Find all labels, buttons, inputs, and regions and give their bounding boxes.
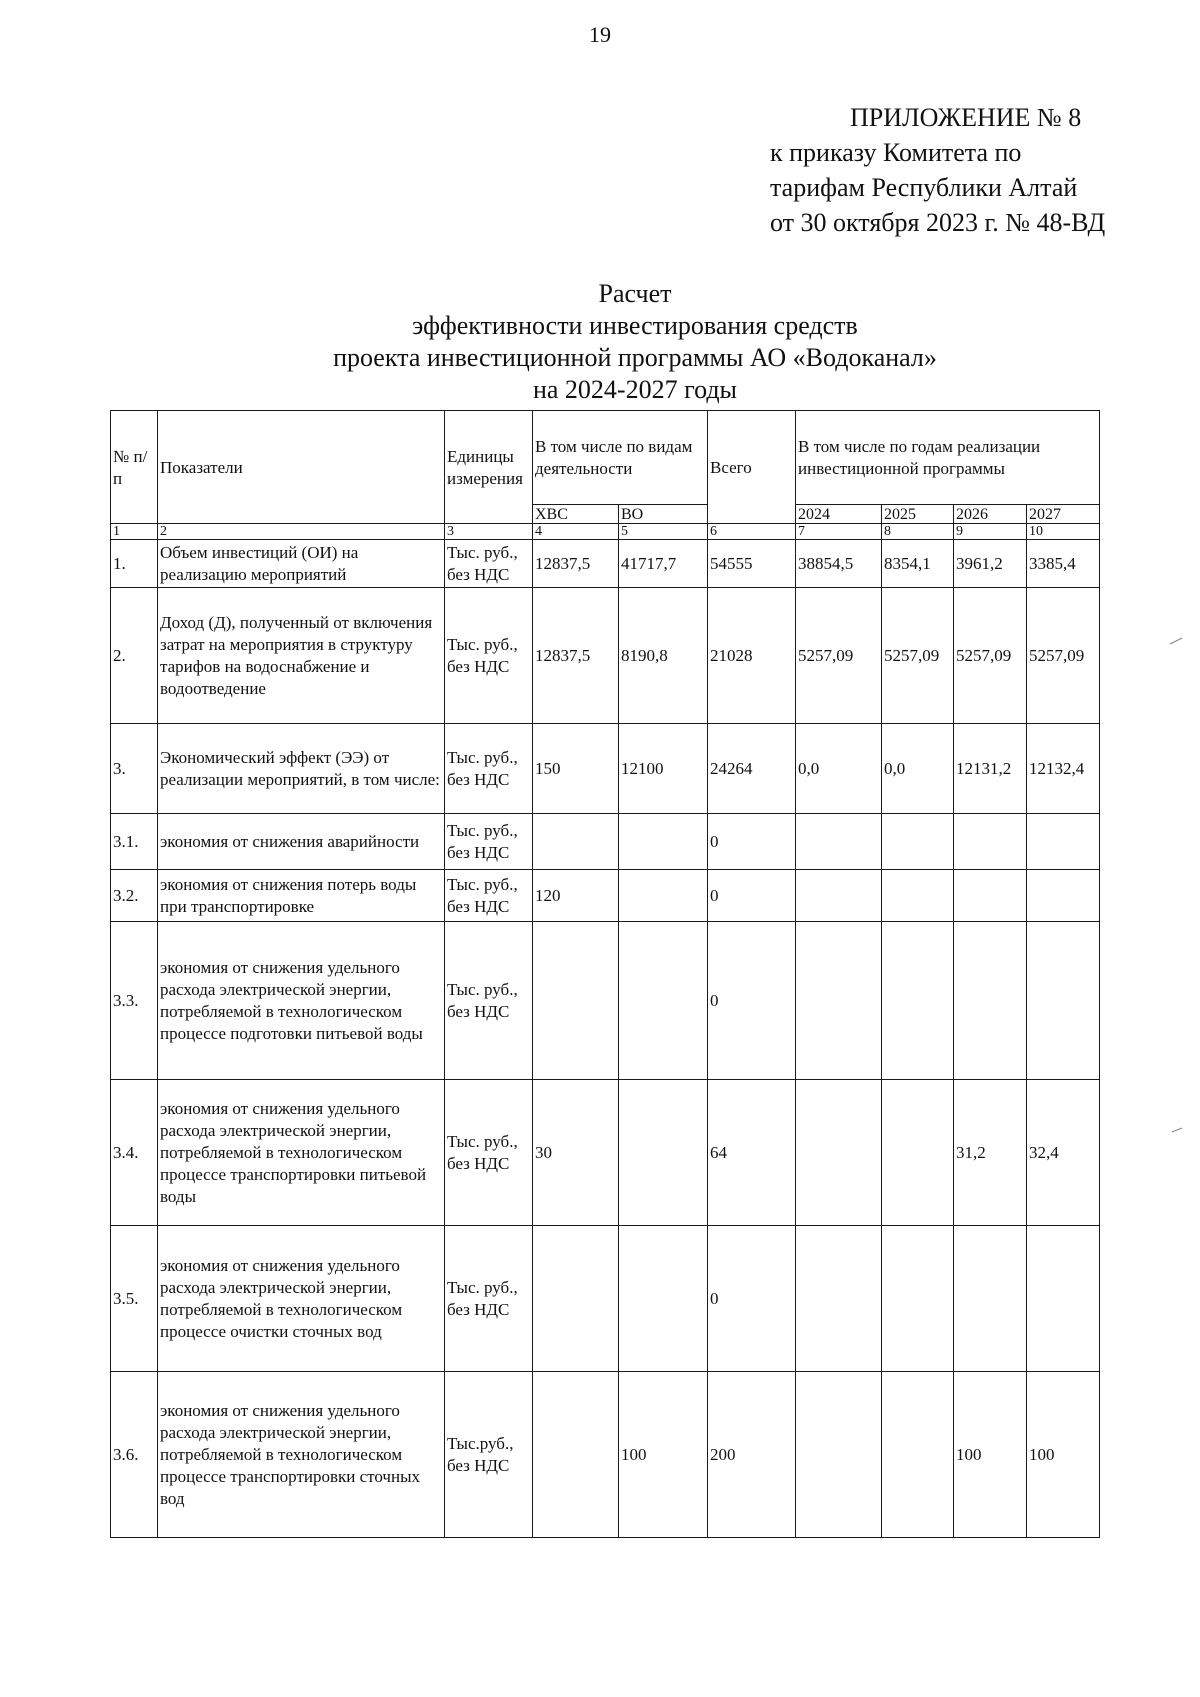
document-title [0,278,1200,406]
cell-name: экономия от снижения удельного расхода электрической энергии, потребляемой в технологическом процессе транспортировки питьевой воды [158,1080,445,1226]
cell-total: 0 [708,814,796,870]
cell-hvs: 30 [533,1080,619,1226]
cell-hvs: 150 [533,724,619,814]
cell-hvs [533,1372,619,1538]
header-units: Единицы измерения [445,411,533,524]
header-total: Всего [708,411,796,524]
cell-y2026 [954,814,1027,870]
cell-y2025: 5257,09 [882,588,954,724]
column-number: 2 [158,524,445,540]
cell-num: 1. [111,540,158,588]
cell-name: экономия от снижения удельного расхода электрической энергии, потребляемой в технологическом процессе очистки сточных вод [158,1226,445,1372]
cell-total: 0 [708,870,796,922]
cell-unit: Тыс. руб., без НДС [445,814,533,870]
cell-unit: Тыс. руб., без НДС [445,540,533,588]
margin-mark [1168,630,1188,650]
header-by-activity: В том числе по видам деятельности [533,411,708,505]
header-vo: ВО [619,505,708,524]
cell-total: 0 [708,922,796,1080]
appendix-header [770,100,1105,240]
appendix-title: ПРИЛОЖЕНИЕ № 8 [850,103,1082,132]
cell-unit: Тыс. руб., без НДС [445,724,533,814]
column-number: 6 [708,524,796,540]
cell-vo [619,1226,708,1372]
cell-total: 24264 [708,724,796,814]
cell-num: 3.5. [111,1226,158,1372]
cell-unit: Тыс. руб., без НДС [445,870,533,922]
cell-unit: Тыс.руб., без НДС [445,1372,533,1538]
cell-y2025: 8354,1 [882,540,954,588]
column-number: 7 [796,524,882,540]
cell-y2027 [1027,1226,1100,1372]
cell-total: 0 [708,1226,796,1372]
cell-num: 3.3. [111,922,158,1080]
cell-num: 3.6. [111,1372,158,1538]
page-number: 19 [589,22,611,47]
cell-y2025 [882,1372,954,1538]
cell-y2027: 5257,09 [1027,588,1100,724]
header-num: № п/п [111,411,158,524]
cell-y2025 [882,1080,954,1226]
column-number: 3 [445,524,533,540]
header-2026: 2026 [954,505,1027,524]
cell-name: экономия от снижения удельного расхода электрической энергии, потребляемой в технологическом процессе транспортировки сточных вод [158,1372,445,1538]
appendix-line-date: от 30 октября 2023 г. № 48-ВД [770,208,1106,237]
cell-y2025 [882,870,954,922]
cell-total: 200 [708,1372,796,1538]
title-line-1: Расчет [598,279,672,308]
header-hvs: ХВС [533,505,619,524]
cell-unit: Тыс. руб., без НДС [445,922,533,1080]
cell-name: экономия от снижения удельного расхода электрической энергии, потребляемой в технологическом процессе подготовки питьевой воды [158,922,445,1080]
cell-num: 3. [111,724,158,814]
cell-y2024 [796,814,882,870]
header-2027: 2027 [1027,505,1100,524]
header-2024: 2024 [796,505,882,524]
column-number: 1 [111,524,158,540]
cell-y2024: 38854,5 [796,540,882,588]
cell-unit: Тыс. руб., без НДС [445,1226,533,1372]
cell-num: 3.1. [111,814,158,870]
cell-name: экономия от снижения аварийности [158,814,445,870]
cell-y2027: 32,4 [1027,1080,1100,1226]
cell-y2027 [1027,922,1100,1080]
cell-y2025: 0,0 [882,724,954,814]
cell-total: 64 [708,1080,796,1226]
table-row [111,1226,1100,1372]
cell-y2026: 12131,2 [954,724,1027,814]
cell-y2025 [882,922,954,1080]
table-row [111,588,1100,724]
cell-y2026 [954,1226,1027,1372]
cell-name: Доход (Д), полученный от включения затрат на мероприятия в структуру тарифов на водоснабжение и водоотведение [158,588,445,724]
table-row [111,814,1100,870]
table-row [111,724,1100,814]
header-indicators: Показатели [158,411,445,524]
cell-vo [619,814,708,870]
title-line-3: проекта инвестиционной программы АО «Водоканал» [333,343,937,372]
cell-y2026 [954,870,1027,922]
table-row [111,870,1100,922]
table-row [111,1372,1100,1538]
cell-vo: 8190,8 [619,588,708,724]
cell-y2025 [882,1226,954,1372]
cell-total: 54555 [708,540,796,588]
margin-mark [1170,1120,1190,1140]
cell-y2024: 0,0 [796,724,882,814]
column-number: 9 [954,524,1027,540]
cell-y2026: 100 [954,1372,1027,1538]
cell-y2027 [1027,870,1100,922]
cell-name: Объем инвестиций (ОИ) на реализацию мероприятий [158,540,445,588]
cell-y2027: 100 [1027,1372,1100,1538]
cell-vo: 100 [619,1372,708,1538]
cell-y2026: 31,2 [954,1080,1027,1226]
table-row [111,540,1100,588]
cell-hvs: 120 [533,870,619,922]
column-number: 8 [882,524,954,540]
cell-unit: Тыс. руб., без НДС [445,588,533,724]
header-2025: 2025 [882,505,954,524]
cell-y2027: 12132,4 [1027,724,1100,814]
table-row [111,922,1100,1080]
cell-vo: 12100 [619,724,708,814]
table-row [111,1080,1100,1226]
cell-num: 2. [111,588,158,724]
cell-y2024 [796,1372,882,1538]
cell-y2024 [796,1080,882,1226]
cell-num: 3.4. [111,1080,158,1226]
cell-num: 3.2. [111,870,158,922]
cell-y2025 [882,814,954,870]
cell-y2027 [1027,814,1100,870]
cell-hvs [533,1226,619,1372]
appendix-line-committee: тарифам Республики Алтай [770,173,1078,202]
column-number: 4 [533,524,619,540]
cell-y2026: 5257,09 [954,588,1027,724]
column-number: 5 [619,524,708,540]
cell-hvs: 12837,5 [533,540,619,588]
cell-y2024: 5257,09 [796,588,882,724]
efficiency-table [110,410,1100,1538]
column-number: 10 [1027,524,1100,540]
cell-y2026: 3961,2 [954,540,1027,588]
cell-unit: Тыс. руб., без НДС [445,1080,533,1226]
title-line-2: эффективности инвестирования средств [412,311,858,340]
cell-vo [619,870,708,922]
cell-hvs: 12837,5 [533,588,619,724]
cell-y2024 [796,922,882,1080]
cell-vo [619,1080,708,1226]
cell-y2027: 3385,4 [1027,540,1100,588]
cell-name: Экономический эффект (ЭЭ) от реализации мероприятий, в том числе: [158,724,445,814]
appendix-line-order: к приказу Комитета по [770,138,1022,167]
cell-hvs [533,814,619,870]
title-line-4: на 2024-2027 годы [532,375,738,404]
cell-hvs [533,922,619,1080]
cell-y2024 [796,870,882,922]
header-by-years: В том числе по годам реализации инвестиционной программы [796,411,1100,505]
cell-y2024 [796,1226,882,1372]
header-row [111,411,1100,505]
cell-name: экономия от снижения потерь воды при транспортировке [158,870,445,922]
cell-total: 21028 [708,588,796,724]
column-number-row [111,524,1100,540]
cell-vo [619,922,708,1080]
cell-vo: 41717,7 [619,540,708,588]
cell-y2026 [954,922,1027,1080]
